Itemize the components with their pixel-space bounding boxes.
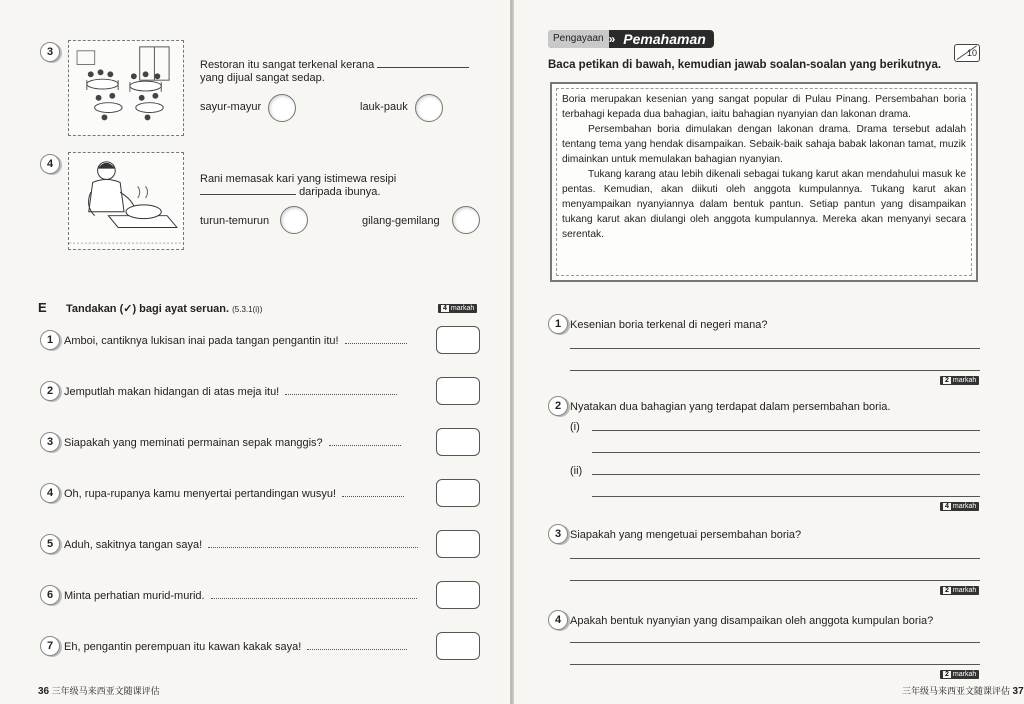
question-text: Kesenian boria terkenal di negeri mana? [570, 319, 768, 331]
option-label: lauk-pauk [360, 101, 408, 113]
dotted-leader [307, 641, 407, 650]
answer-line[interactable] [570, 580, 980, 581]
question-sentence-a: Restoran itu sangat terkenal kerana [200, 58, 469, 72]
dotted-leader [285, 386, 397, 395]
exclamation-sentence [64, 334, 407, 348]
question-number: 6 [40, 585, 60, 605]
marks-badge: 4 markah [438, 304, 477, 313]
question-number: 2 [548, 396, 568, 416]
exclamation-sentence [64, 589, 417, 603]
page-footer: 三年级马来西亚文随课评估 37 [902, 686, 1024, 697]
dotted-leader [345, 335, 407, 344]
question-number: 5 [40, 534, 60, 554]
section-title: Tandakan (✓) bagi ayat seruan. (5.3.1(i)) [66, 303, 263, 315]
dotted-leader [208, 539, 418, 548]
sentence-text: Oh, rupa-rupanya kamu menyertai pertandingan wusyu! [64, 488, 337, 500]
dotted-leader [342, 488, 404, 497]
sentence-text: Minta perhatian murid-murid. [64, 590, 205, 602]
tick-answer-box[interactable] [436, 377, 480, 405]
option-circle[interactable] [415, 94, 443, 122]
question-text: Apakah bentuk nyanyian yang disampaikan oleh anggota kumpulan boria? [570, 615, 934, 627]
sentence-text: Jemputlah makan hidangan di atas meja itu! [64, 386, 280, 398]
header-sub: Pengayaan [548, 30, 609, 48]
sentence-text: Aduh, sakitnya tangan saya! [64, 539, 203, 551]
tick-answer-box[interactable] [436, 326, 480, 354]
answer-line[interactable] [592, 452, 980, 453]
header-main: Pemahaman [623, 31, 706, 47]
cooking-illustration [68, 152, 184, 250]
question-sentence-a: Rani memasak kari yang istimewa resipi [200, 173, 397, 185]
chevron-right-icon: » [608, 32, 616, 46]
exclamation-sentence [64, 487, 404, 501]
left-page [0, 0, 510, 704]
question-sentence-b: daripada ibunya. [200, 185, 380, 199]
option-circle[interactable] [280, 206, 308, 234]
question-number: 1 [40, 330, 60, 350]
answer-line[interactable] [570, 642, 980, 643]
passage-paragraph: Tukang karang atau lebih dikenali sebagai tukang karut akan mendahului masuk ke pentas. Kemudian, akan diikuti oleh anggota kumpulannya. Tukang karut akan menyampaikan nyanyiannya dalam bentuk pantun. Setiap pantun yang disampaikan tukang karut akan diulangi oleh anggota kumpulannya. Mereka akan menyanyi secara serentak. [562, 169, 966, 240]
question-number: 2 [40, 381, 60, 401]
answer-line[interactable] [570, 664, 980, 665]
right-page [514, 0, 1024, 704]
option-label: sayur-mayur [200, 101, 262, 113]
question-number: 3 [40, 42, 60, 62]
question-number: 3 [40, 432, 60, 452]
option-circle[interactable] [268, 94, 296, 122]
answer-line[interactable] [592, 496, 980, 497]
question-number: 1 [548, 314, 568, 334]
option-label: gilang-gemilang [362, 215, 440, 227]
marks-badge: 2 markah [940, 586, 979, 595]
tick-answer-box[interactable] [436, 581, 480, 609]
passage-paragraph: Boria merupakan kesenian yang sangat popular di Pulau Pinang. Persembahan boria terbahagi kepada dua bahagian, iaitu bahagian nyanyian dan lakonan drama. [562, 94, 966, 120]
question-number: 4 [548, 610, 568, 630]
tick-answer-box[interactable] [436, 530, 480, 558]
answer-line[interactable] [570, 558, 980, 559]
sentence-text: Siapakah yang meminati permainan sepak manggis? [64, 437, 323, 449]
answer-blank [200, 185, 296, 195]
sub-label: (i) [570, 421, 580, 433]
question-number: 4 [40, 483, 60, 503]
answer-line[interactable] [570, 370, 980, 371]
option-label: turun-temurun [200, 215, 270, 227]
passage-paragraph: Persembahan boria dimulakan dengan lakonan drama. Drama tersebut adalah tentang tema yang hendak disampaikan. Sebaik-baik sahaja babak lakonan tamat, muzik dimainkan untuk memulakan bahagian nyanyian. [562, 124, 966, 165]
exclamation-sentence [64, 640, 407, 654]
answer-line[interactable] [592, 474, 980, 475]
answer-line[interactable] [592, 430, 980, 431]
exclamation-sentence [64, 538, 418, 552]
question-number: 3 [548, 524, 568, 544]
option-circle[interactable] [452, 206, 480, 234]
marks-badge: 2 markah [940, 670, 979, 679]
page-footer: 36 三年级马来西亚文随课评估 [38, 686, 160, 697]
tick-answer-box[interactable] [436, 428, 480, 456]
question-text: Nyatakan dua bahagian yang terdapat dalam persembahan boria. [570, 401, 891, 413]
dotted-leader [211, 590, 417, 599]
exclamation-sentence [64, 385, 397, 399]
exclamation-sentence [64, 436, 401, 450]
question-text: Siapakah yang mengetuai persembahan boria? [570, 529, 802, 541]
score-box: 10 [954, 44, 980, 62]
answer-line[interactable] [570, 348, 980, 349]
reading-passage [550, 82, 978, 282]
tick-answer-box[interactable] [436, 632, 480, 660]
sub-label: (ii) [570, 465, 583, 477]
question-number: 7 [40, 636, 60, 656]
dotted-leader [329, 437, 401, 446]
tick-answer-box[interactable] [436, 479, 480, 507]
sentence-text: Eh, pengantin perempuan itu kawan kakak saya! [64, 641, 302, 653]
question-sentence-b: yang dijual sangat sedap. [200, 72, 325, 84]
section-header [548, 30, 714, 48]
marks-badge: 4 markah [940, 502, 979, 511]
sentence-text: Amboi, cantiknya lukisan inai pada tangan pengantin itu! [64, 335, 339, 347]
question-number: 4 [40, 154, 60, 174]
section-letter: E [38, 300, 47, 315]
answer-blank [377, 58, 469, 68]
instruction: Baca petikan di bawah, kemudian jawab soalan-soalan yang berikutnya. [548, 59, 942, 71]
marks-badge: 2 markah [940, 376, 979, 385]
restaurant-illustration [68, 40, 184, 136]
